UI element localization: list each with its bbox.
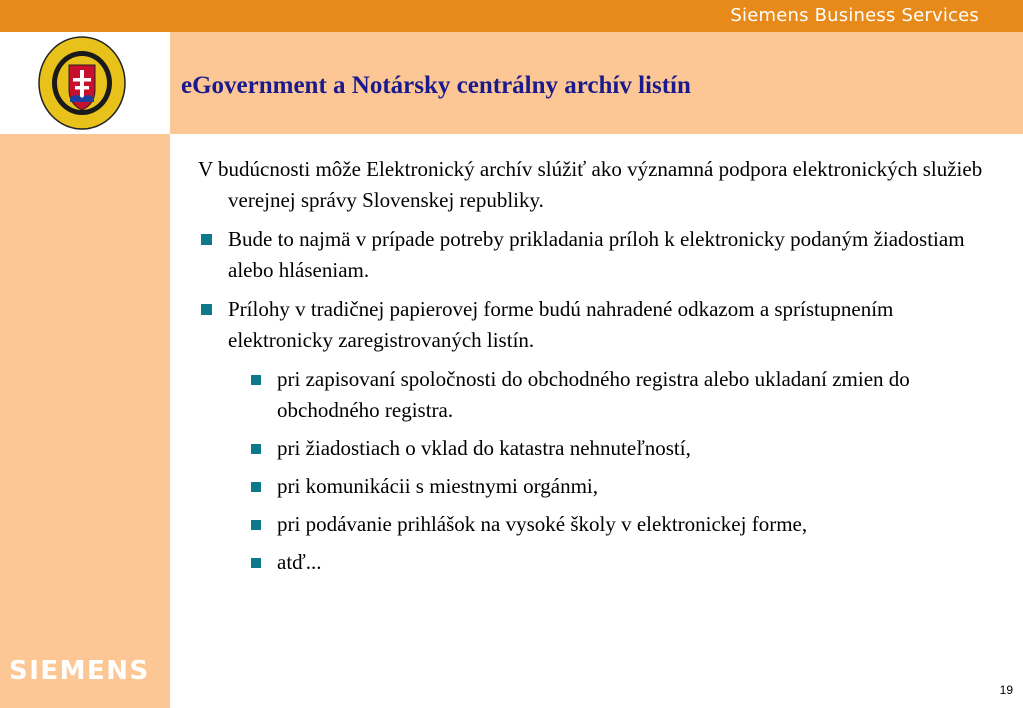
square-bullet-icon — [251, 375, 261, 385]
square-bullet-icon — [251, 444, 261, 454]
sub-bullet-item — [198, 433, 988, 464]
bullet-text: Prílohy v tradičnej papierovej forme budú nahradené odkazom a sprístupnením elektronicky zaregistrovaných listín. — [228, 297, 894, 352]
sub-bullet-text: pri žiadostiach o vklad do katastra nehnuteľností, — [277, 436, 691, 460]
bullet-item — [198, 224, 988, 286]
seal-icon — [34, 32, 130, 134]
square-bullet-icon — [251, 558, 261, 568]
brand-name: Siemens Business Services — [730, 5, 979, 26]
sub-bullet-text: pri podávanie prihlášok na vysoké školy v elektronickej forme, — [277, 512, 808, 536]
square-bullet-icon — [251, 482, 261, 492]
sub-bullet-text: pri komunikácii s miestnymi orgánmi, — [277, 474, 598, 498]
square-bullet-icon — [201, 304, 212, 315]
square-bullet-icon — [201, 234, 212, 245]
sub-bullet-text: atď... — [277, 550, 322, 574]
sub-bullet-item — [198, 547, 988, 578]
sub-bullet-item — [198, 364, 988, 426]
sub-bullet-item — [198, 471, 988, 502]
bullet-item — [198, 294, 988, 356]
sub-bullet-item — [198, 509, 988, 540]
square-bullet-icon — [251, 520, 261, 530]
intro-paragraph: V budúcnosti môže Elektronický archív slúžiť ako významná podpora elektronických služieb verejnej správy Slovenskej republiky. — [198, 157, 983, 212]
siemens-logo: SIEMENS — [9, 656, 150, 686]
top-bar — [0, 0, 1023, 32]
page-number: 19 — [999, 683, 1013, 697]
page-title: eGovernment a Notársky centrálny archív listín — [181, 72, 691, 99]
sub-bullet-text: pri zapisovaní spoločnosti do obchodného registra alebo ukladaní zmien do obchodného registra. — [277, 367, 910, 422]
bullet-text: Bude to najmä v prípade potreby prikladania príloh k elektronicky podaným žiadostiam alebo hláseniam. — [228, 227, 965, 282]
slide-content — [198, 154, 988, 585]
